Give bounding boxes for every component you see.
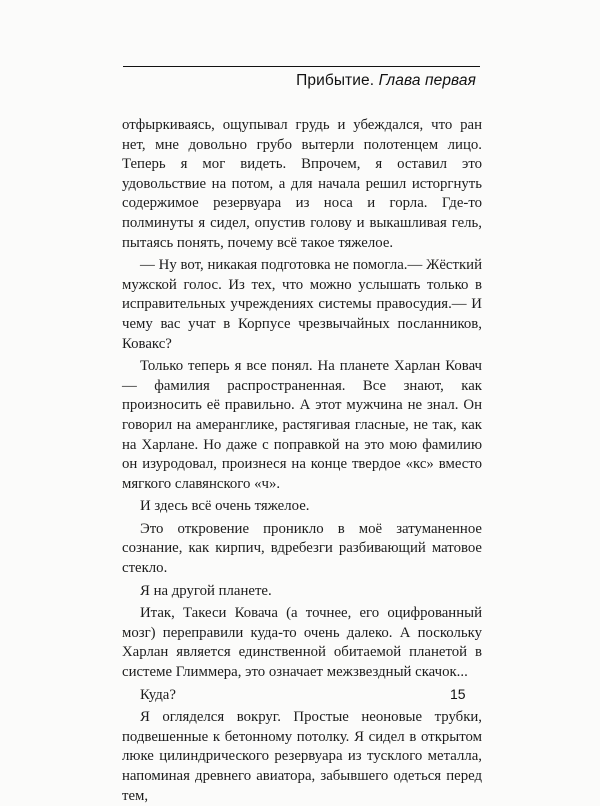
running-head-chapter: Глава первая: [378, 72, 476, 89]
paragraph: Итак, Такеси Ковача (а точнее, его оцифрованный мозг) переправили куда-то очень далеко. А поскольку Харлан является единственной обитаемой планетой в системе Глиммера, это означает межзвездный скачок...: [122, 605, 482, 681]
paragraph: Я огляделся вокруг. Простые неоновые трубки, подвешенные к бетонному потолку. Я сидел в открытом люке цилиндрического резервуара из тусклого металла, напоминая древнего авиатора, забывшего одеться перед тем,: [122, 709, 482, 804]
paragraph: Только теперь я все понял. На планете Харлан Ковач — фамилия распространенная. Все знают, как произносить её правильно. А этот мужчина не знал. Он говорил на амеранглике, растягивая гласные, не так, как на Харлане. Но даже с поправкой на это мою фамилию он изуродовал, произнеся на конце твердое «кс» вместо мягкого славянского «ч».: [122, 358, 482, 492]
paragraph: Это откровение проникло в моё затуманенное сознание, как кирпич, вдребезги разбивающий матовое стекло.: [122, 520, 482, 577]
paragraph: Куда?: [140, 686, 176, 703]
header-rule: [123, 66, 480, 67]
paragraph: — Ну вот, никакая подготовка не помогла.— Жёсткий мужской голос. Из тех, что можно услышать только в исправительных учреждениях системы правосудия.— И чему вас учат в Корпусе чрезвычайных посланников, Ковакс?: [122, 257, 482, 352]
running-head: [296, 72, 476, 90]
paragraph: Я на другой планете.: [140, 582, 272, 599]
paragraph: И здесь всё очень тяжелое.: [140, 498, 310, 515]
page-number: 15: [450, 686, 466, 702]
body-text: [122, 116, 482, 806]
paragraph: отфыркиваясь, ощупывал грудь и убеждался, что ран нет, мне довольно грубо вытерли полотенцем лицо. Теперь я мог видеть. Впрочем, я оставил это удовольствие на потом, а для начала решил исторгнуть содержимое резервуара из носа и горла. Где-то полминуты я сидел, опустив голову и выкашливая гель, пытаясь понять, почему всё такое тяжелое.: [122, 117, 482, 251]
running-head-section: Прибытие.: [296, 72, 375, 89]
